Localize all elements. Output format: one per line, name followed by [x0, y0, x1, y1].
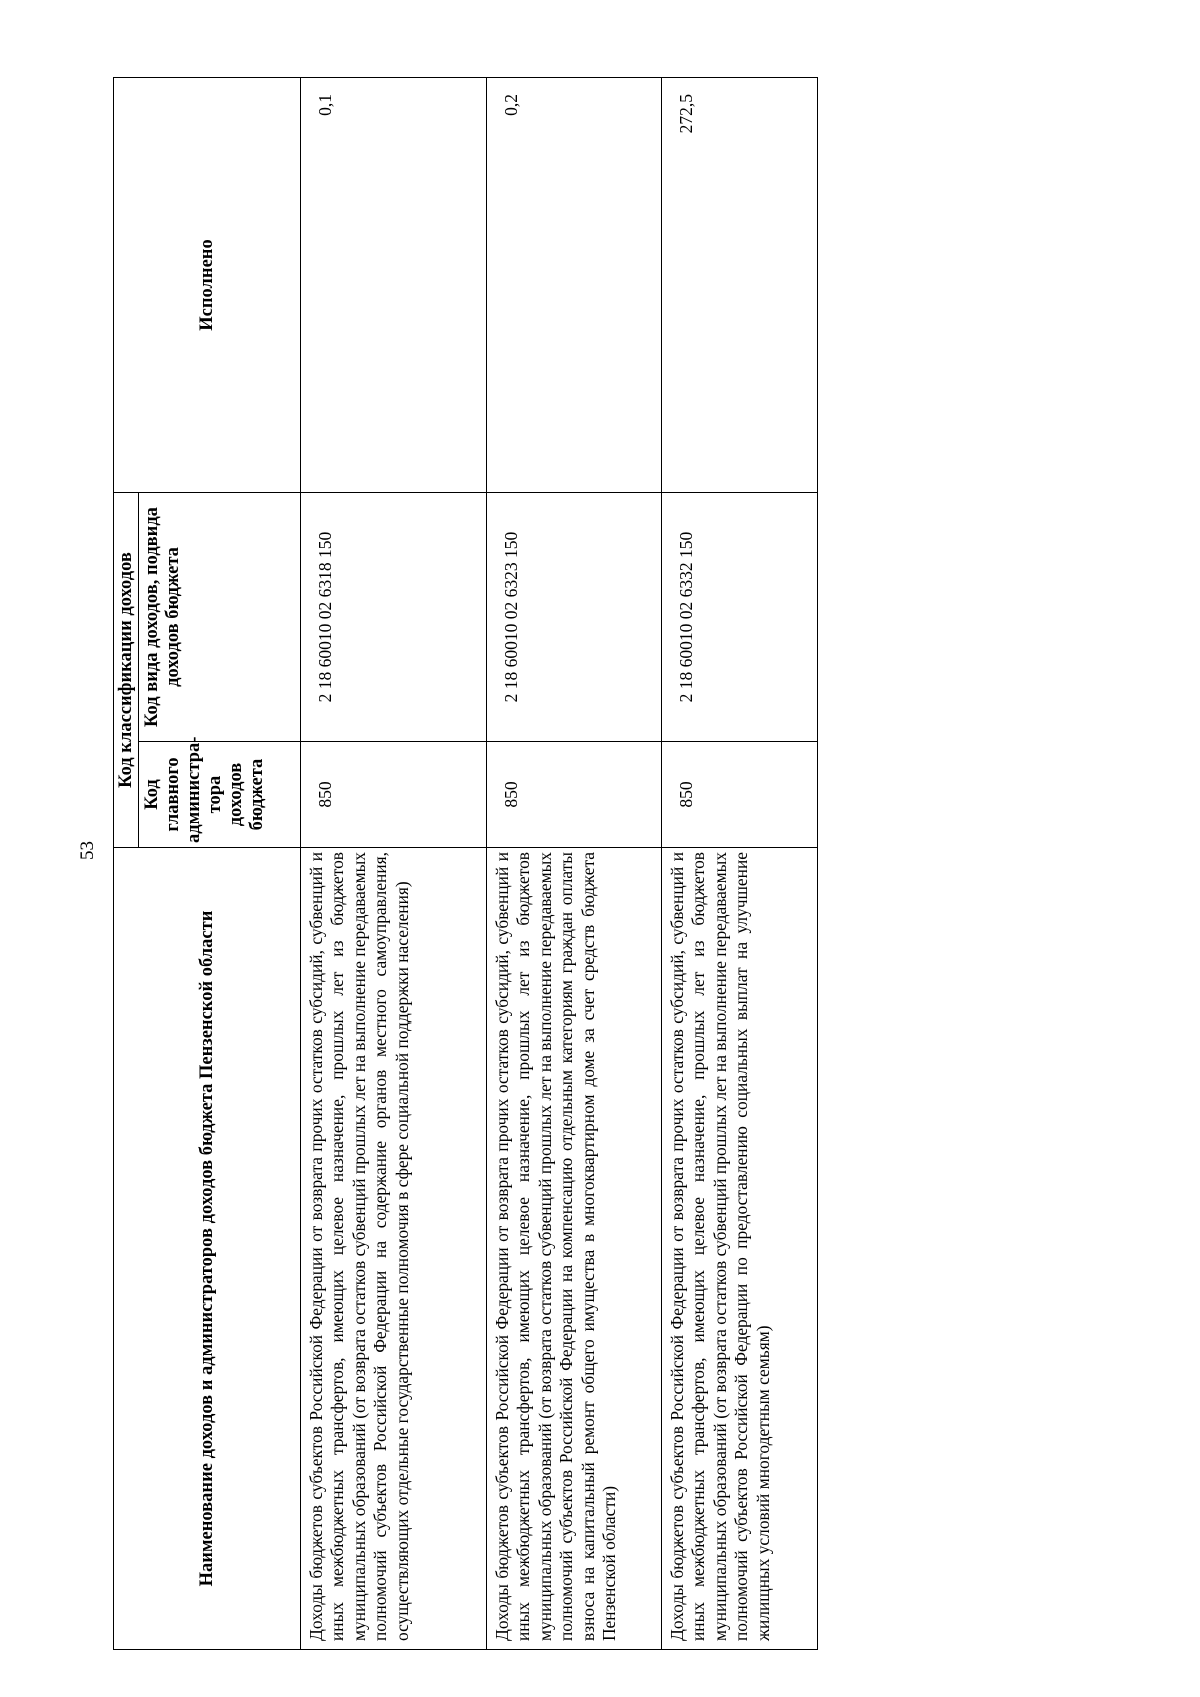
header-executed: Исполнено	[114, 78, 301, 493]
header-admin-code: Код главного администра-тора доходов бюджета	[139, 742, 301, 848]
executed-cell: 272,5	[662, 78, 818, 493]
income-description: Доходы бюджетов субъектов Российской Федерации от возврата прочих остатков субсидий, субвенций и иных межбюджетных трансфертов, имеющих целевое назначение, прошлых лет из бюджетов муниципальных образований (от возврата остатков субвенций прошлых лет на выполнение передаваемых полномочий субъектов Российской Федерации на компенсацию отдельным категориям граждан оплаты взноса на капитальный ремонт общего имущества в многоквартирном доме за счет средств бюджета Пензенской области)	[487, 848, 662, 1650]
executed-cell: 0,2	[487, 78, 662, 493]
table-row	[662, 78, 818, 1650]
executed-cell: 0,1	[301, 78, 487, 493]
admin-code-cell: 850	[301, 742, 487, 848]
table-row	[487, 78, 662, 1650]
admin-code-cell: 850	[487, 742, 662, 848]
header-kind-code: Код вида доходов, подвида доходов бюджета	[139, 493, 301, 742]
header-classification-group: Код классификации доходов	[114, 493, 139, 848]
table-row	[301, 78, 487, 1650]
revenue-table-wrapper	[113, 78, 818, 1650]
income-description: Доходы бюджетов субъектов Российской Федерации от возврата прочих остатков субсидий, субвенций и иных межбюджетных трансфертов, имеющих целевое назначение, прошлых лет из бюджетов муниципальных образований (от возврата остатков субвенций прошлых лет на выполнение передаваемых полномочий субъектов Российской Федерации по предоставлению социальных выплат на улучшение жилищных условий многодетным семьям)	[662, 848, 818, 1650]
admin-code-cell: 850	[662, 742, 818, 848]
kind-code-cell: 2 18 60010 02 6318 150	[301, 493, 487, 742]
header-name: Наименование доходов и администраторов доходов бюджета Пензенской области	[114, 848, 301, 1650]
page-number: 53	[77, 841, 98, 860]
income-description: Доходы бюджетов субъектов Российской Федерации от возврата прочих остатков субсидий, субвенций и иных межбюджетных трансфертов, имеющих целевое назначение, прошлых лет из бюджетов муниципальных образований (от возврата остатков субвенций прошлых лет на выполнение передаваемых полномочий субъектов Российской Федерации на содержание органов местного самоуправления, осуществляющих отдельные государственные полномочия в сфере социальной поддержки населения)	[301, 848, 487, 1650]
revenue-table	[113, 77, 818, 1650]
kind-code-cell: 2 18 60010 02 6323 150	[487, 493, 662, 742]
header-row-1	[114, 78, 139, 1650]
kind-code-cell: 2 18 60010 02 6332 150	[662, 493, 818, 742]
